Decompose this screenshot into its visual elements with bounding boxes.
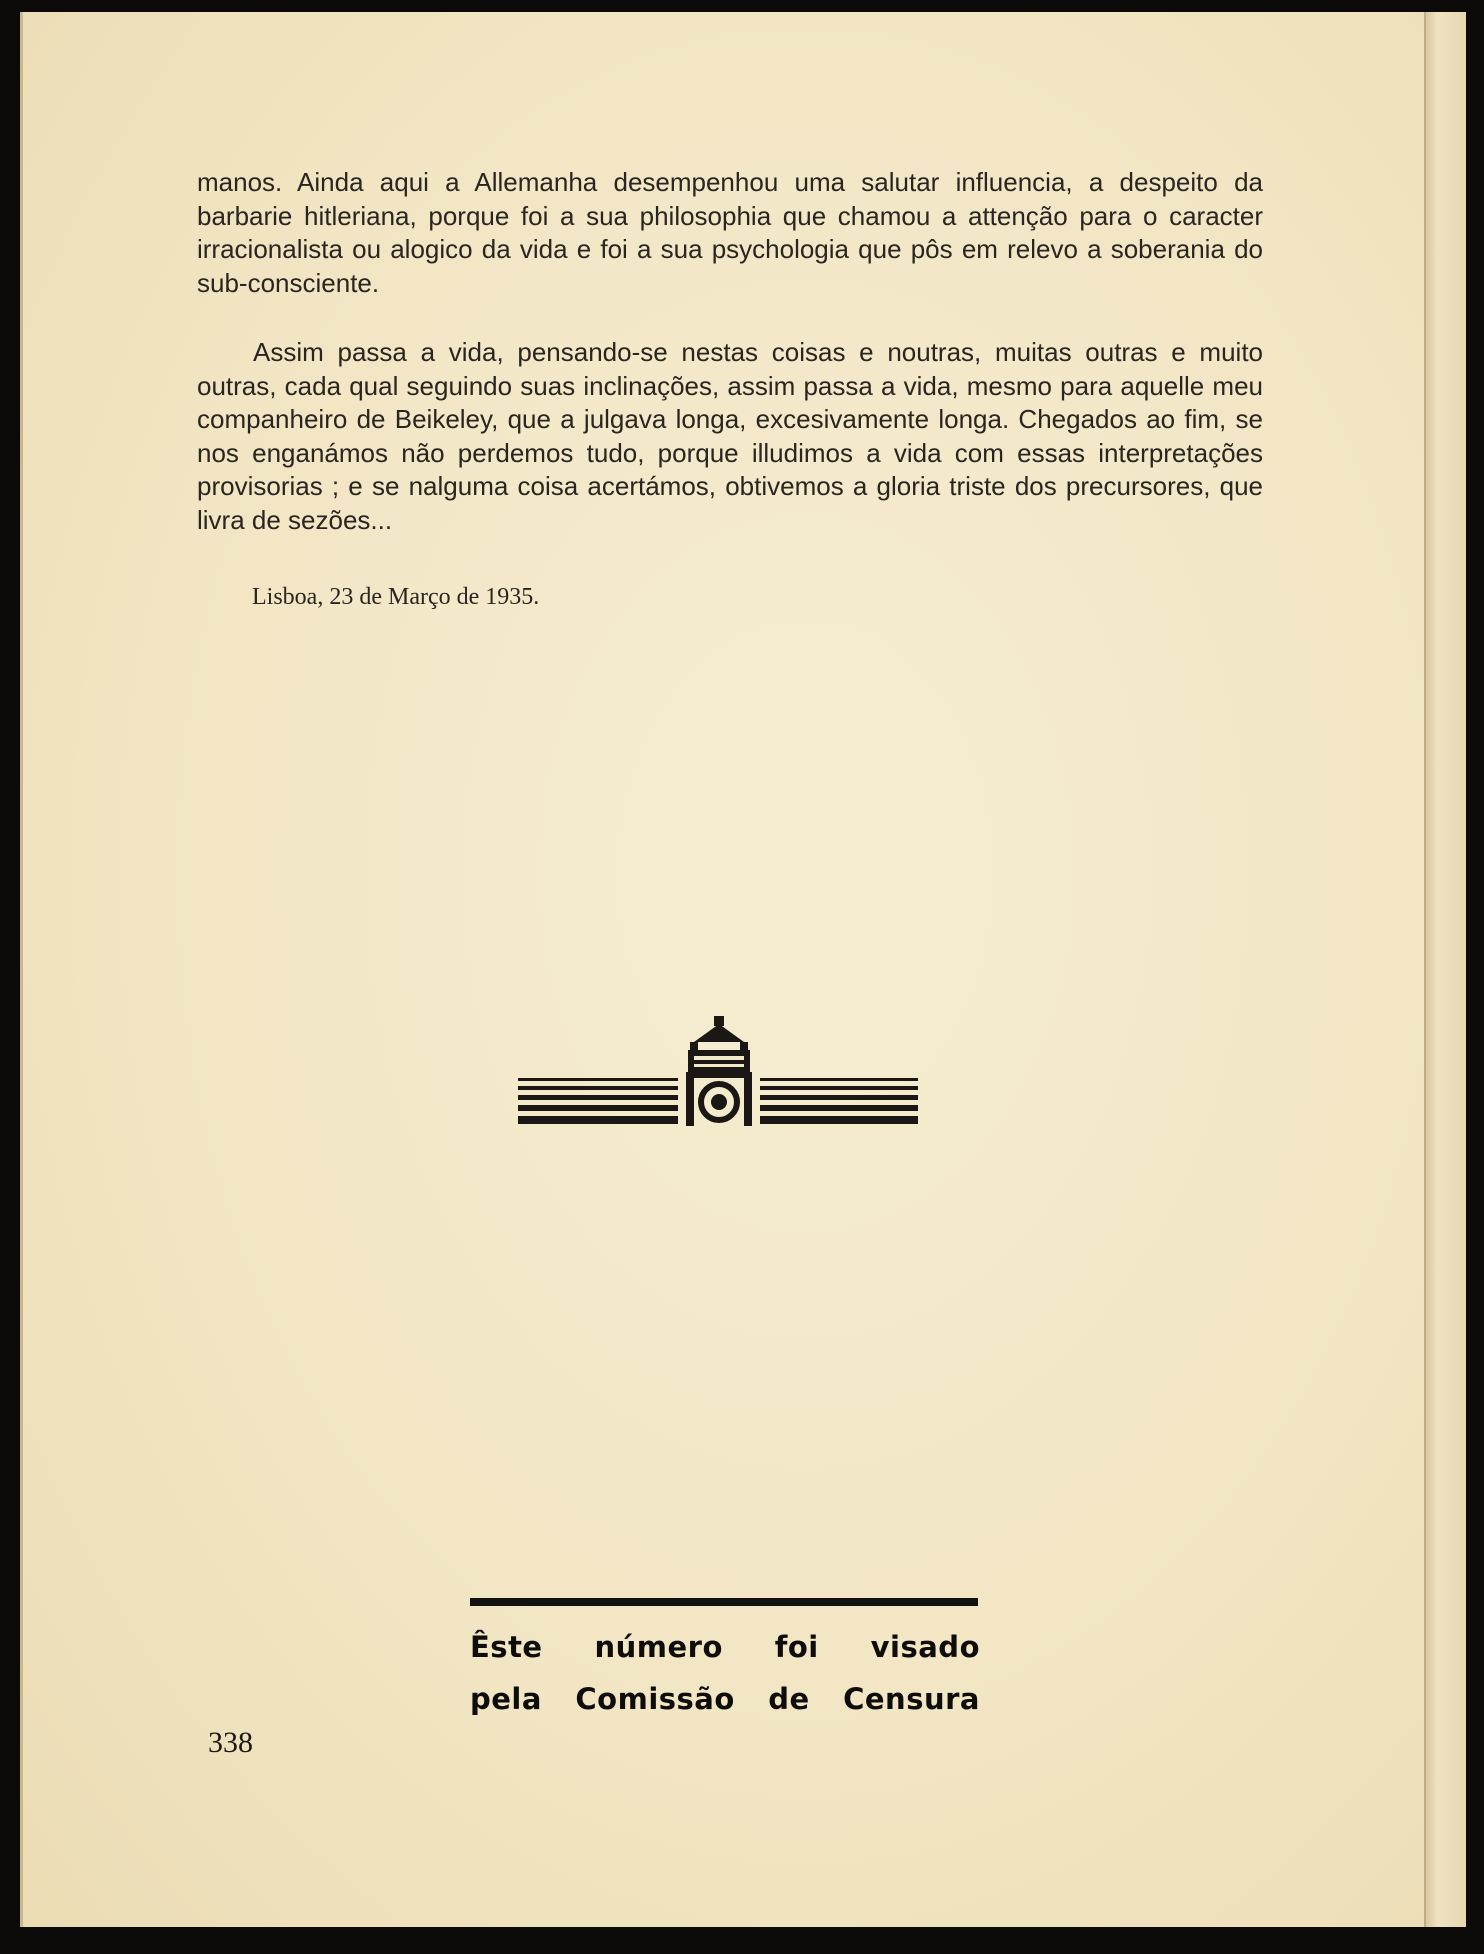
paragraph-1: manos. Ainda aqui a Allemanha desempenhou uma salutar influencia, a despeito da barbarie hitleriana, porque foi a sua philosophia que chamou a attenção para o caracter irracionalista ou alogico da vida e foi a sua psychologia que pôs em relevo a soberania do sub-consciente. xyxy=(197,167,1263,298)
horizontal-rule xyxy=(470,1598,978,1606)
paragraph-2: Assim passa a vida, pensando-se nestas coisas e noutras, muitas outras e muito outras, cada qual seguindo suas inclinações, assim passa a vida, mesmo para aquelle meu companheiro de Beikeley, que a julgava longa, excesivamente longa. Chegados ao fim, se nos enganámos não perdemos tudo, porque illudimos a vida com essas interpretações provisorias ; e se nalguma coisa acertámos, obtivemos a gloria triste dos precursores, que livra de sezões... xyxy=(197,337,1263,535)
censorship-notice-line-1: Êste número foi visado xyxy=(470,1630,980,1664)
dateline: Lisboa, 23 de Março de 1935. xyxy=(252,584,540,610)
page-number: 338 xyxy=(208,1726,253,1759)
censorship-notice-line-2: pela Comissão de Censura xyxy=(470,1682,980,1716)
decorative-emblem-icon xyxy=(518,1010,938,1140)
page-edge xyxy=(1424,12,1466,1927)
